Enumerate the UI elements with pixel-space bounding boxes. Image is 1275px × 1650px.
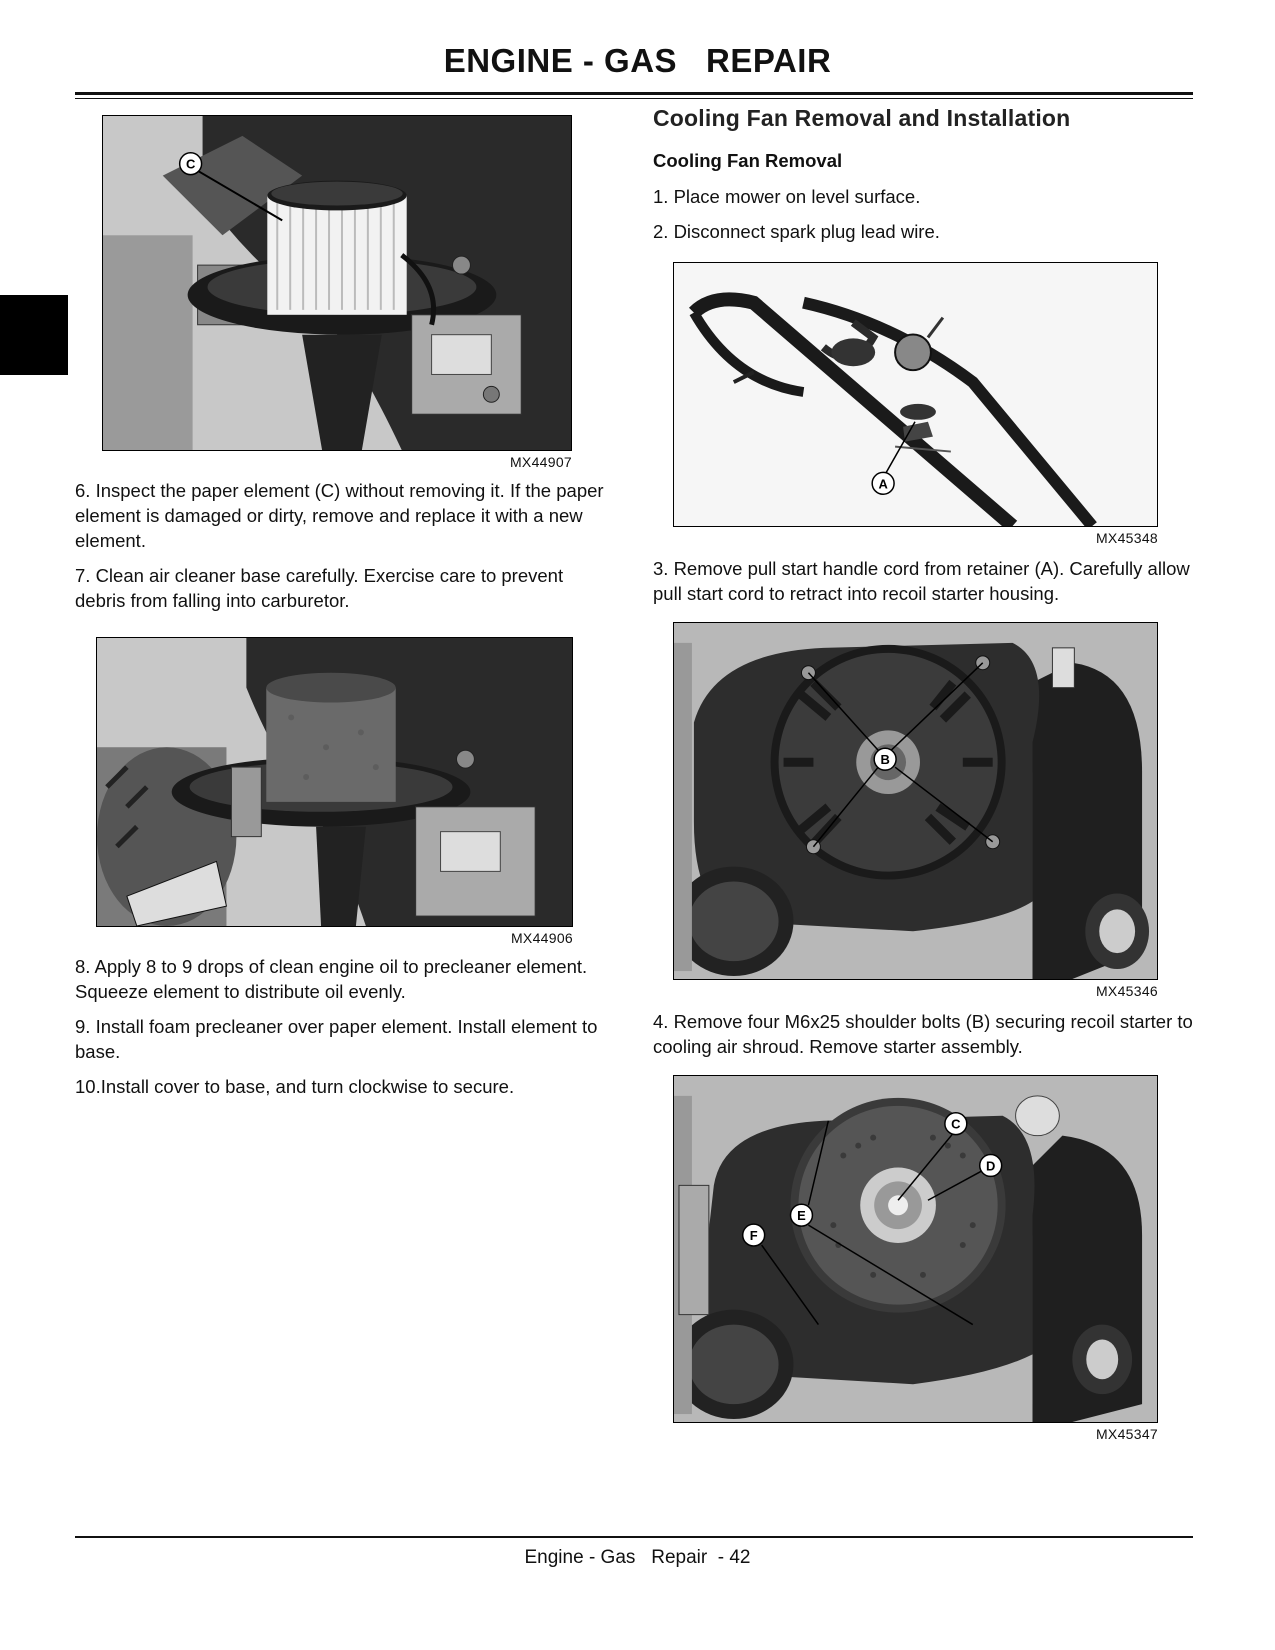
figure-code: MX45348 xyxy=(1095,530,1158,546)
subsection-title: Cooling Fan Removal xyxy=(653,150,843,171)
callout-b: B xyxy=(880,752,890,768)
figure-image xyxy=(673,1075,1158,1423)
engine-illustration xyxy=(97,638,572,926)
figure-image xyxy=(673,262,1158,527)
callout-c: C xyxy=(185,156,196,172)
section-title: Cooling Fan Removal and Installation xyxy=(653,105,1071,131)
callout-a: A xyxy=(878,476,888,492)
callout-c: C xyxy=(951,1116,961,1132)
step-8: 8. Apply 8 to 9 drops of clean engine oil to precleaner element. Squeeze element to distribute oil evenly. xyxy=(75,956,588,1002)
figure-cooling-fan xyxy=(673,1075,1158,1442)
figure-code: MX45347 xyxy=(1095,1426,1158,1442)
step-1: 1. Place mower on level surface. xyxy=(653,186,921,207)
step-7: 7. Clean air cleaner base carefully. Exercise care to prevent debris from falling into carburetor. xyxy=(75,565,564,611)
step-3: 3. Remove pull start handle cord from retainer (A). Carefully allow pull start cord to retract into recoil starter housing. xyxy=(653,558,1190,604)
figure-recoil-starter-bolts xyxy=(673,622,1158,999)
step-4: 4. Remove four M6x25 shoulder bolts (B) securing recoil starter to cooling air shroud. Remove starter assembly. xyxy=(653,1011,1193,1057)
step-10: 10.Install cover to base, and turn clockwise to secure. xyxy=(75,1076,515,1097)
header-rule xyxy=(75,92,1193,95)
figure-foam-precleaner xyxy=(96,637,573,946)
figure-code: MX44906 xyxy=(510,930,573,946)
section-tab-marker xyxy=(0,295,68,375)
handle-illustration xyxy=(674,263,1157,526)
engine-illustration xyxy=(674,1076,1157,1422)
figure-air-cleaner-paper-element xyxy=(102,115,572,470)
figure-code: MX45346 xyxy=(1095,983,1158,999)
callout-f: F xyxy=(749,1228,758,1244)
step-6: 6. Inspect the paper element (C) without removing it. If the paper element is damaged or dirty, remove and replace it with a new element. xyxy=(75,480,604,551)
right-column xyxy=(653,105,1193,1442)
figure-image xyxy=(673,622,1158,980)
figure-handle-retainer xyxy=(673,262,1158,546)
page-title: ENGINE - GAS REPAIR xyxy=(443,42,832,79)
figure-image xyxy=(96,637,573,927)
callout-d: D xyxy=(986,1158,996,1174)
callout-e: E xyxy=(797,1208,806,1224)
left-column xyxy=(75,115,615,1109)
step-2: 2. Disconnect spark plug lead wire. xyxy=(653,221,940,242)
figure-image xyxy=(102,115,572,451)
header-rule-thin xyxy=(75,98,1193,99)
figure-code: MX44907 xyxy=(509,454,572,470)
step-9: 9. Install foam precleaner over paper element. Install element to base. xyxy=(75,1016,598,1062)
footer-rule xyxy=(75,1536,1193,1538)
page-footer: Engine - Gas Repair - 42 xyxy=(524,1547,751,1568)
engine-illustration xyxy=(674,623,1157,979)
engine-illustration xyxy=(103,116,571,450)
